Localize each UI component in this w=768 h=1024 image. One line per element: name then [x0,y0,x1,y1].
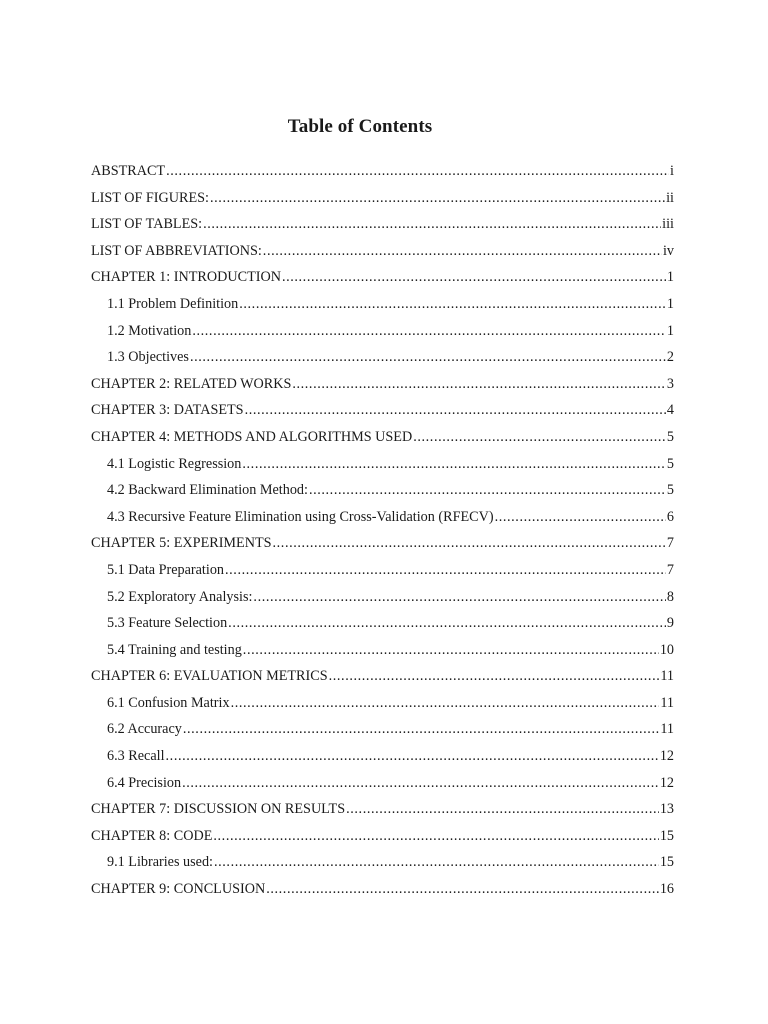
toc-subentry [91,849,674,876]
toc-list [91,158,674,903]
toc-entry-label: 6.2 Accuracy [107,721,182,738]
dot-leader [292,371,666,398]
toc-entry-label: 6.3 Recall [107,748,165,765]
toc-entry-label: CHAPTER 7: DISCUSSION ON RESULTS [91,801,346,818]
dot-leader [243,637,659,664]
dot-leader [228,610,666,637]
toc-page-number: 9 [666,615,674,632]
toc-page-number: 2 [666,349,674,366]
toc-page-number: 5 [666,455,674,472]
toc-entry-label: LIST OF TABLES: [91,216,203,233]
toc-page-number: 11 [660,694,674,711]
toc-entry-label: 5.4 Training and testing [107,641,242,658]
toc-entry [91,424,674,451]
toc-entry-label: CHAPTER 3: DATASETS [91,402,244,419]
toc-entry [91,185,674,212]
toc-page-number: 4 [666,402,674,419]
toc-entry-label: 5.1 Data Preparation [107,561,225,578]
toc-page-number: 5 [666,482,674,499]
toc-entry-label: LIST OF ABBREVIATIONS: [91,242,262,259]
toc-page-number: iii [662,216,674,233]
toc-subentry [91,477,674,504]
toc-entry [91,876,674,903]
toc-page-number: 7 [666,535,674,552]
dot-leader [192,318,666,345]
dot-leader [346,796,659,823]
toc-subentry [91,637,674,664]
dot-leader [239,291,666,318]
toc-page-number: 6 [666,508,674,525]
toc-page-number: 1 [666,295,674,312]
toc-subentry [91,743,674,770]
dot-leader [203,211,661,238]
toc-subentry [91,557,674,584]
dot-leader [263,238,662,265]
toc-entry-label: 4.3 Recursive Feature Elimination using Cross-Validation (RFECV) [107,508,494,525]
dot-leader [309,477,666,504]
dot-leader [253,584,665,611]
dot-leader [329,663,660,690]
toc-entry [91,264,674,291]
toc-page-number: 5 [666,428,674,445]
toc-entry-label: 9.1 Libraries used: [107,854,213,871]
toc-entry-label: CHAPTER 8: CODE [91,827,213,844]
toc-entry-label: 5.2 Exploratory Analysis: [107,588,253,605]
dot-leader [231,690,660,717]
dot-leader [183,716,659,743]
toc-entry-label: CHAPTER 4: METHODS AND ALGORITHMS USED [91,428,413,445]
toc-entry-label: CHAPTER 5: EXPERIMENTS [91,535,272,552]
toc-page-number: 12 [659,748,674,765]
toc-entry-label: 1.1 Problem Definition [107,295,239,312]
toc-page-number: 15 [659,854,674,871]
toc-entry [91,823,674,850]
toc-entry-label: 6.4 Precision [107,774,182,791]
dot-leader [210,185,665,212]
toc-subentry [91,610,674,637]
dot-leader [273,530,666,557]
toc-page-number: iv [662,242,674,259]
dot-leader [214,849,659,876]
toc-entry-label: 4.2 Backward Elimination Method: [107,482,308,499]
toc-title: Table of Contents [287,116,433,137]
toc-page-number: 8 [666,588,674,605]
dot-leader [166,158,669,185]
toc-entry [91,530,674,557]
toc-entry-label: LIST OF FIGURES: [91,189,209,206]
dot-leader [495,504,666,531]
toc-page-number: 1 [666,269,674,286]
dot-leader [225,557,666,584]
dot-leader [266,876,659,903]
toc-page-number: 3 [666,375,674,392]
toc-entry-label: CHAPTER 9: CONCLUSION [91,881,266,898]
toc-entry [91,211,674,238]
dot-leader [413,424,666,451]
toc-entry [91,371,674,398]
toc-entry-label: 6.1 Confusion Matrix [107,694,230,711]
toc-page-number: 7 [666,561,674,578]
toc-entry [91,238,674,265]
toc-page-number: 11 [660,668,674,685]
dot-leader [213,823,658,850]
toc-entry [91,663,674,690]
toc-page-number: i [670,163,674,179]
toc-subentry [91,318,674,345]
toc-subentry [91,584,674,611]
toc-entry [91,158,674,185]
toc-entry-label: CHAPTER 2: RELATED WORKS [91,375,292,392]
toc-page-number: 15 [659,827,674,844]
toc-page-number: 1 [666,322,674,339]
dot-leader [190,344,666,371]
toc-subentry [91,451,674,478]
toc-entry-label: 4.1 Logistic Regression [107,455,242,472]
toc-page-number: 10 [659,641,674,658]
dot-leader [182,770,659,797]
toc-entry [91,397,674,424]
toc-page-number: 16 [659,881,674,898]
toc-page-number: 13 [659,801,674,818]
toc-subentry [91,291,674,318]
toc-entry-label: 1.2 Motivation [107,322,192,339]
toc-subentry [91,504,674,531]
dot-leader [245,397,666,424]
dot-leader [242,451,666,478]
toc-page-number: ii [666,189,674,206]
toc-subentry [91,690,674,717]
toc-entry-label: 5.3 Feature Selection [107,615,228,632]
toc-page-number: 12 [659,774,674,791]
dot-leader [166,743,659,770]
toc-entry-label: CHAPTER 1: INTRODUCTION [91,269,281,286]
toc-subentry [91,770,674,797]
toc-entry-label: ABSTRACT [91,163,166,179]
toc-subentry [91,716,674,743]
toc-page-number: 11 [660,721,674,738]
toc-entry [91,796,674,823]
toc-entry-label: CHAPTER 6: EVALUATION METRICS [91,668,328,685]
toc-subentry [91,344,674,371]
dot-leader [282,264,666,291]
toc-entry-label: 1.3 Objectives [107,349,189,366]
